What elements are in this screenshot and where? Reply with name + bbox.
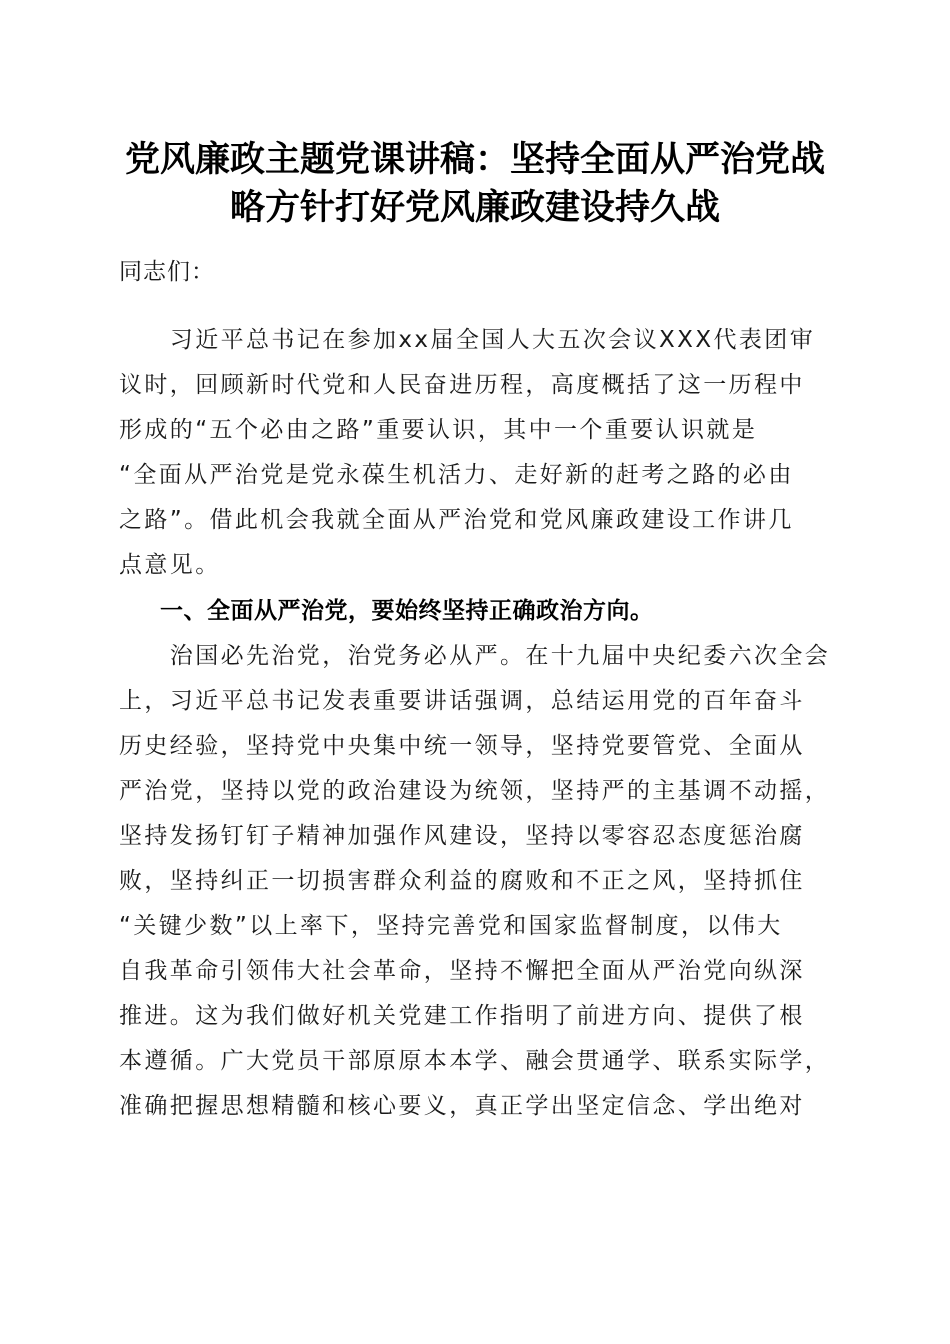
salutation: 同志们： (119, 259, 215, 285)
paragraph-line: 本遵循。广大党员干部原原本本学、融会贯通学、联系实际学， (119, 1048, 831, 1074)
paragraph-line: 坚持发扬钉钉子精神加强作风建设，坚持以零容忍态度惩治腐 (119, 823, 805, 849)
paragraph-line: 历史经验，坚持党中央集中统一领导，坚持党要管党、全面从 (119, 733, 805, 759)
paragraph-line: 自我革命引领伟大社会革命，坚持不懈把全面从严治党向纵深 (119, 958, 805, 984)
paragraph-1 (119, 318, 839, 588)
paragraph-line: 习近平总书记在参加xx届全国人大五次会议XXX代表团审 (119, 327, 816, 353)
document-title-line-1: 党风廉政主题党课讲稿：坚持全面从严治党战 (124, 139, 825, 180)
paragraph-line: 推进。这为我们做好机关党建工作指明了前进方向、提供了根 (119, 1003, 805, 1029)
paragraph-line: “全面从严治党是党永葆生机活力、走好新的赶考之路的必由 (119, 462, 794, 488)
paragraph-line: 严治党，坚持以党的政治建设为统领，坚持严的主基调不动摇， (119, 778, 831, 804)
paragraph-line: 上，习近平总书记发表重要讲话强调，总结运用党的百年奋斗 (119, 688, 805, 714)
paragraph-line: 之路”。借此机会我就全面从严治党和党风廉政建设工作讲几 (119, 507, 794, 533)
paragraph-line: 准确把握思想精髓和核心要义，真正学出坚定信念、学出绝对 (119, 1093, 805, 1119)
paragraph-line: 治国必先治党，治党务必从严。在十九届中央纪委六次全会 (119, 643, 831, 669)
paragraph-line: 点意见。 (119, 552, 221, 578)
paragraph-line: 议时，回顾新时代党和人民奋进历程，高度概括了这一历程中 (119, 372, 805, 398)
paragraph-line: 败，坚持纠正一切损害群众利益的腐败和不正之风，坚持抓住 (119, 868, 805, 894)
paragraph-line: “关键少数”以上率下，坚持完善党和国家监督制度，以伟大 (119, 913, 783, 939)
paragraph-line: 形成的“五个必由之路”重要认识，其中一个重要认识就是 (119, 417, 758, 443)
document-title-line-2: 略方针打好党风廉政建设持久战 (229, 187, 720, 228)
section-heading-1: 一、全面从严治党，要始终坚持正确政治方向。 (160, 598, 654, 624)
paragraph-2 (119, 634, 839, 1129)
